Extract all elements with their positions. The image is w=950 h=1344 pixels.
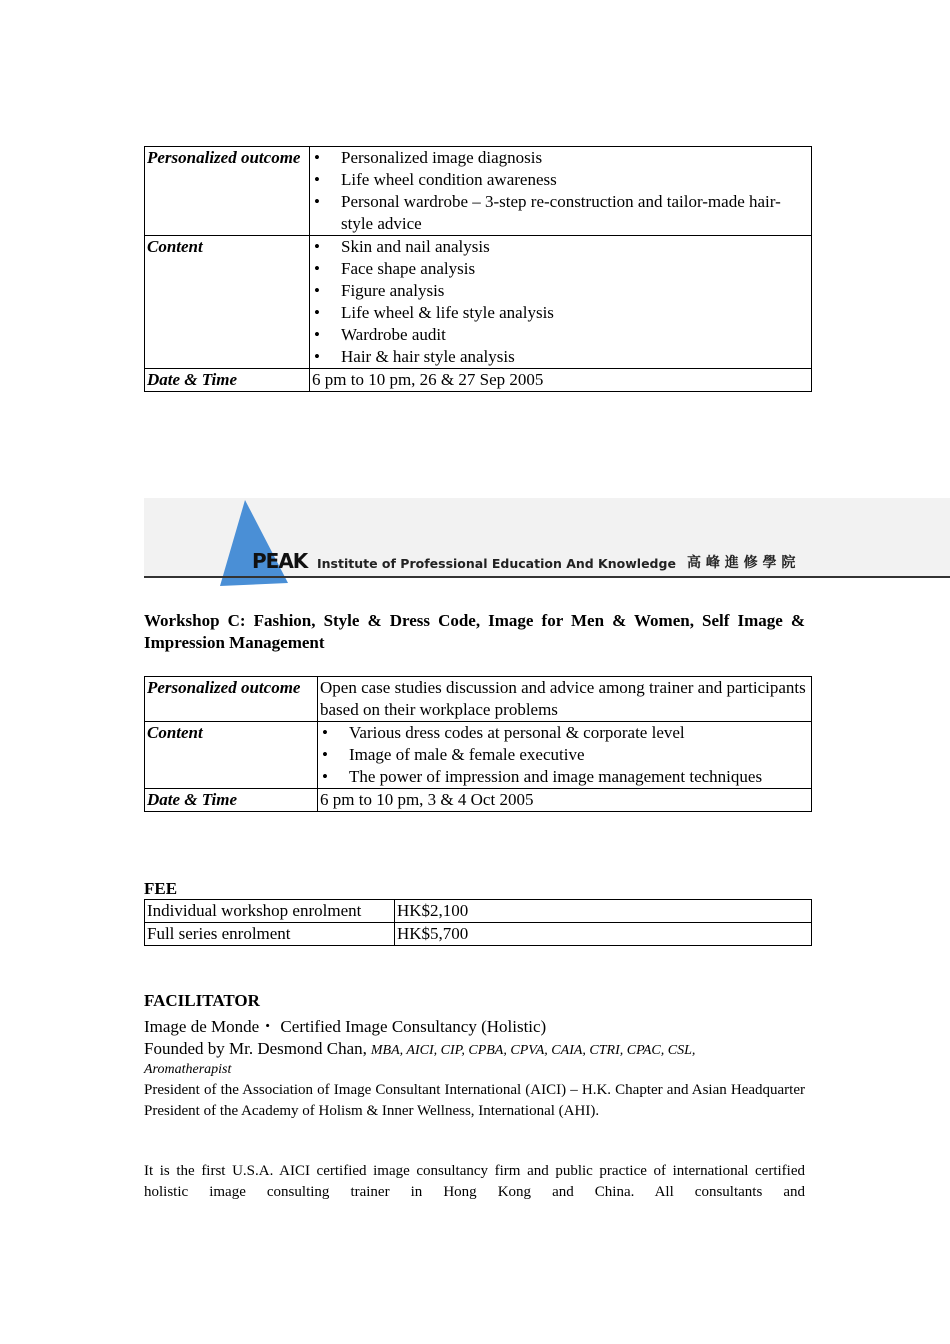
row-label: Personalized outcome (145, 677, 318, 722)
institute-name: Institute of Professional Education And Knowledge (317, 556, 676, 571)
list-item: • Skin and nail analysis (312, 236, 809, 258)
list-item: • Hair & hair style analysis (312, 346, 809, 368)
table-row (145, 147, 812, 236)
fee-price: HK$2,100 (395, 900, 812, 923)
row-label: Date & Time (145, 789, 318, 812)
founder-name: Founded by Mr. Desmond Chan, (144, 1039, 367, 1058)
workshop-c-table (144, 676, 812, 812)
workshop-b-table (144, 146, 812, 392)
list-item: • Figure analysis (312, 280, 809, 302)
row-label: Personalized outcome (145, 147, 310, 236)
row-content: 6 pm to 10 pm, 26 & 27 Sep 2005 (310, 369, 812, 392)
table-row (145, 900, 812, 923)
table-row (145, 369, 812, 392)
row-label: Content (145, 722, 318, 789)
table-row (145, 722, 812, 789)
table-row (145, 923, 812, 946)
list-item: • Life wheel & life style analysis (312, 302, 809, 324)
table-row (145, 236, 812, 369)
list-item: • Image of male & female executive (320, 744, 809, 766)
peak-brand: PEAK (252, 549, 308, 573)
facilitator-president: President of the Association of Image Consultant International (AICI) – H.K. Chapter and Asian Headquarter President of the Academy of Holism & Inner Wellness, International (AHI). (144, 1082, 805, 1119)
fee-item: Full series enrolment (145, 923, 395, 946)
list-item: • Life wheel condition awareness (312, 169, 809, 191)
institute-chinese-name: 高 峰 進 修 學 院 (687, 555, 796, 571)
facilitator-firm: It is the first U.S.A. AICI certified image consultancy firm and public practice of international certified holistic image consulting trainer in Hong Kong and China. All consultants and (144, 1163, 805, 1200)
row-label: Content (145, 236, 310, 369)
fee-heading: FEE (144, 879, 178, 898)
row-label: Date & Time (145, 369, 310, 392)
fee-item: Individual workshop enrolment (145, 900, 395, 923)
facilitator-founder (144, 1040, 784, 1079)
table-row (145, 677, 812, 722)
list-item: • Various dress codes at personal & corporate level (320, 722, 809, 744)
row-content (310, 236, 812, 369)
founder-credentials: MBA, AICI, CIP, CPBA, CPVA, CAIA, CTRI, CPAC, CSL, Aromatherapist (144, 1043, 696, 1077)
table-row (145, 789, 812, 812)
institute-banner (144, 498, 950, 590)
workshop-c-title: Workshop C: Fashion, Style & Dress Code, Image for Men & Women, Self Image & Impression Management (144, 611, 805, 652)
row-content: Open case studies discussion and advice among trainer and participants based on their workplace problems (318, 677, 812, 722)
row-content (310, 147, 812, 236)
list-item: • The power of impression and image management techniques (320, 766, 809, 788)
fee-price: HK$5,700 (395, 923, 812, 946)
row-content (318, 722, 812, 789)
banner-rule (144, 576, 950, 578)
facilitator-company: Image de Monde・ Certified Image Consultancy (Holistic) (144, 1017, 547, 1036)
list-item: • Personalized image diagnosis (312, 147, 809, 169)
row-content: 6 pm to 10 pm, 3 & 4 Oct 2005 (318, 789, 812, 812)
list-item: • Wardrobe audit (312, 324, 809, 346)
bullet-list (312, 236, 809, 368)
bullet-list (312, 147, 809, 235)
list-item: • Face shape analysis (312, 258, 809, 280)
facilitator-heading: FACILITATOR (144, 991, 260, 1010)
list-item: • Personal wardrobe – 3-step re-construction and tailor-made hair-style advice (312, 191, 809, 235)
fee-table (144, 899, 812, 946)
bullet-list (320, 722, 809, 788)
